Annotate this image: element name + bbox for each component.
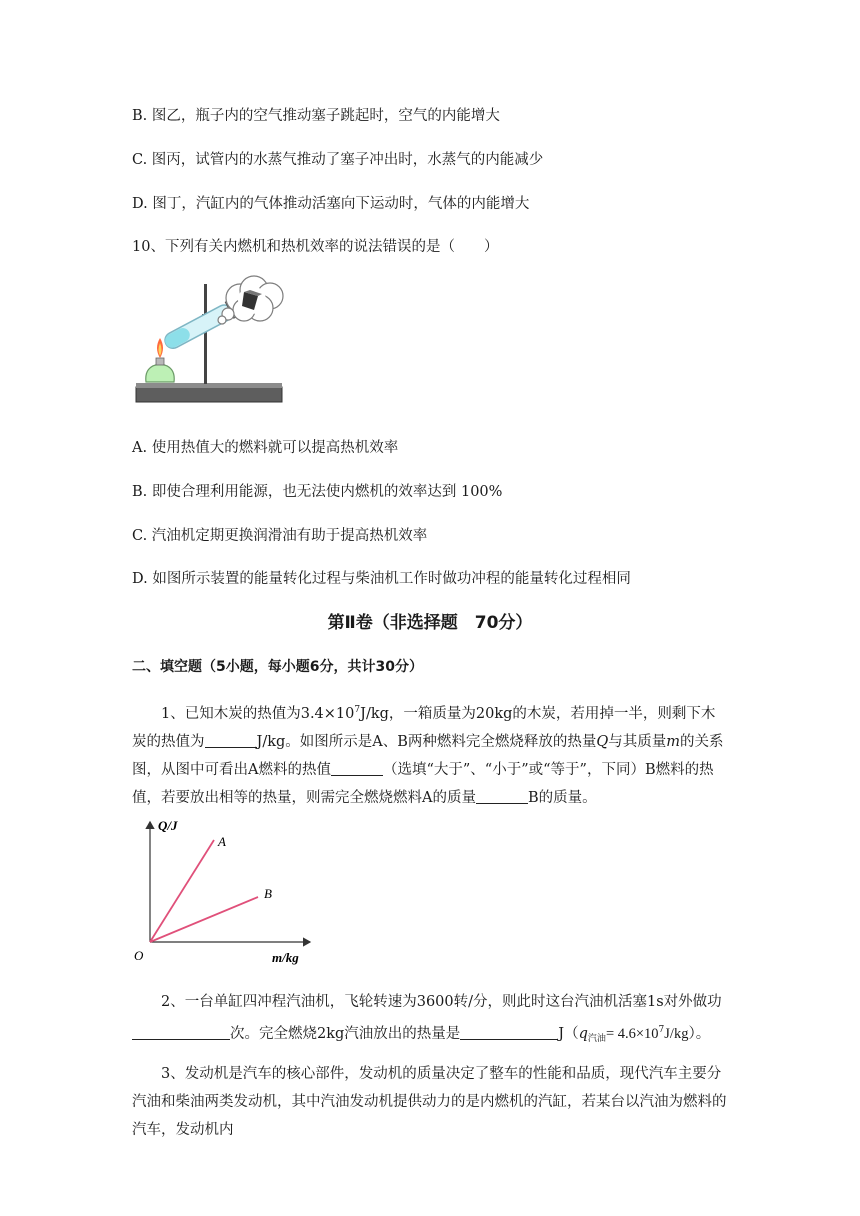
line-a-label: A xyxy=(218,834,226,849)
q9-option-b: B. 图乙，瓶子内的空气推动塞子跳起时，空气的内能增大 xyxy=(132,108,500,124)
line-b-label: B xyxy=(264,886,272,901)
test-tube-apparatus-figure xyxy=(132,270,292,412)
q10-option-d: D. 如图所示装置的能量转化过程与柴油机工作时做功冲程的能量转化过程相同 xyxy=(132,571,631,587)
answer-blank-2[interactable] xyxy=(331,761,383,776)
answer-blank-5[interactable] xyxy=(460,1025,558,1040)
q10-option-b: B. 即使合理利用能源，也无法使内燃机的效率达到 100% xyxy=(132,484,503,500)
q10-stem: 10、下列有关内燃机和热机效率的说法错误的是（ ） xyxy=(132,239,499,255)
answer-blank-3[interactable] xyxy=(476,789,528,804)
q-m-graph xyxy=(128,814,318,970)
answer-blank-4[interactable] xyxy=(132,1025,230,1040)
q9-option-d: D. 图丁，汽缸内的气体推动活塞向下运动时，气体的内能增大 xyxy=(132,196,530,212)
q10-option-c: C. 汽油机定期更换润滑油有助于提高热机效率 xyxy=(132,528,428,544)
q9-option-c: C. 图丙，试管内的水蒸气推动了塞子冲出时，水蒸气的内能减少 xyxy=(132,152,544,168)
section-title: 第Ⅱ卷（非选择题 70分） xyxy=(327,613,533,633)
fill-question-1: 1、已知木炭的热值为$3.4\times 10^7J/kg$，一箱质量为20kg的木炭，若用掉一半，则剩下木炭的热值为 J/kg。如图所示是A、B两种燃料完全燃烧释放的热量Q与其质量m的关系图，从图中可看出A燃料的热值 （选填“大于”、“小于”或“等于”，下同）B燃料的热值，若要放出相等的热量，则需完全燃烧燃料A的质量 B的质量。 xyxy=(132,705,724,806)
x-axis-label: m/kg xyxy=(272,950,299,965)
origin-label: O xyxy=(134,948,144,963)
y-axis-label: Q/J xyxy=(158,818,178,833)
section-subtitle: 二、填空题（5小题，每小题6分，共计30分） xyxy=(132,659,423,675)
line-a xyxy=(150,840,214,942)
fill-question-3: 3、发动机是汽车的核心部件，发动机的质量决定了整车的性能和品质，现代汽车主要分汽油和柴油两类发动机，其中汽油发动机提供动力的是内燃机的汽缸，若某台以汽油为燃料的汽车，发动机内 xyxy=(132,1066,727,1138)
fill-question-2: 2、一台单缸四冲程汽油机，飞轮转速为3600转/分，则此时这台汽油机活塞1s对外做功次。完全燃烧2kg汽油放出的热量是 $J(q_{汽油}= 4.6\times 10^7J/kg)$。 xyxy=(132,988,728,1053)
answer-blank-1[interactable] xyxy=(205,733,257,748)
line-b xyxy=(150,897,258,942)
q10-option-a: A. 使用热值大的燃料就可以提高热机效率 xyxy=(132,440,399,456)
